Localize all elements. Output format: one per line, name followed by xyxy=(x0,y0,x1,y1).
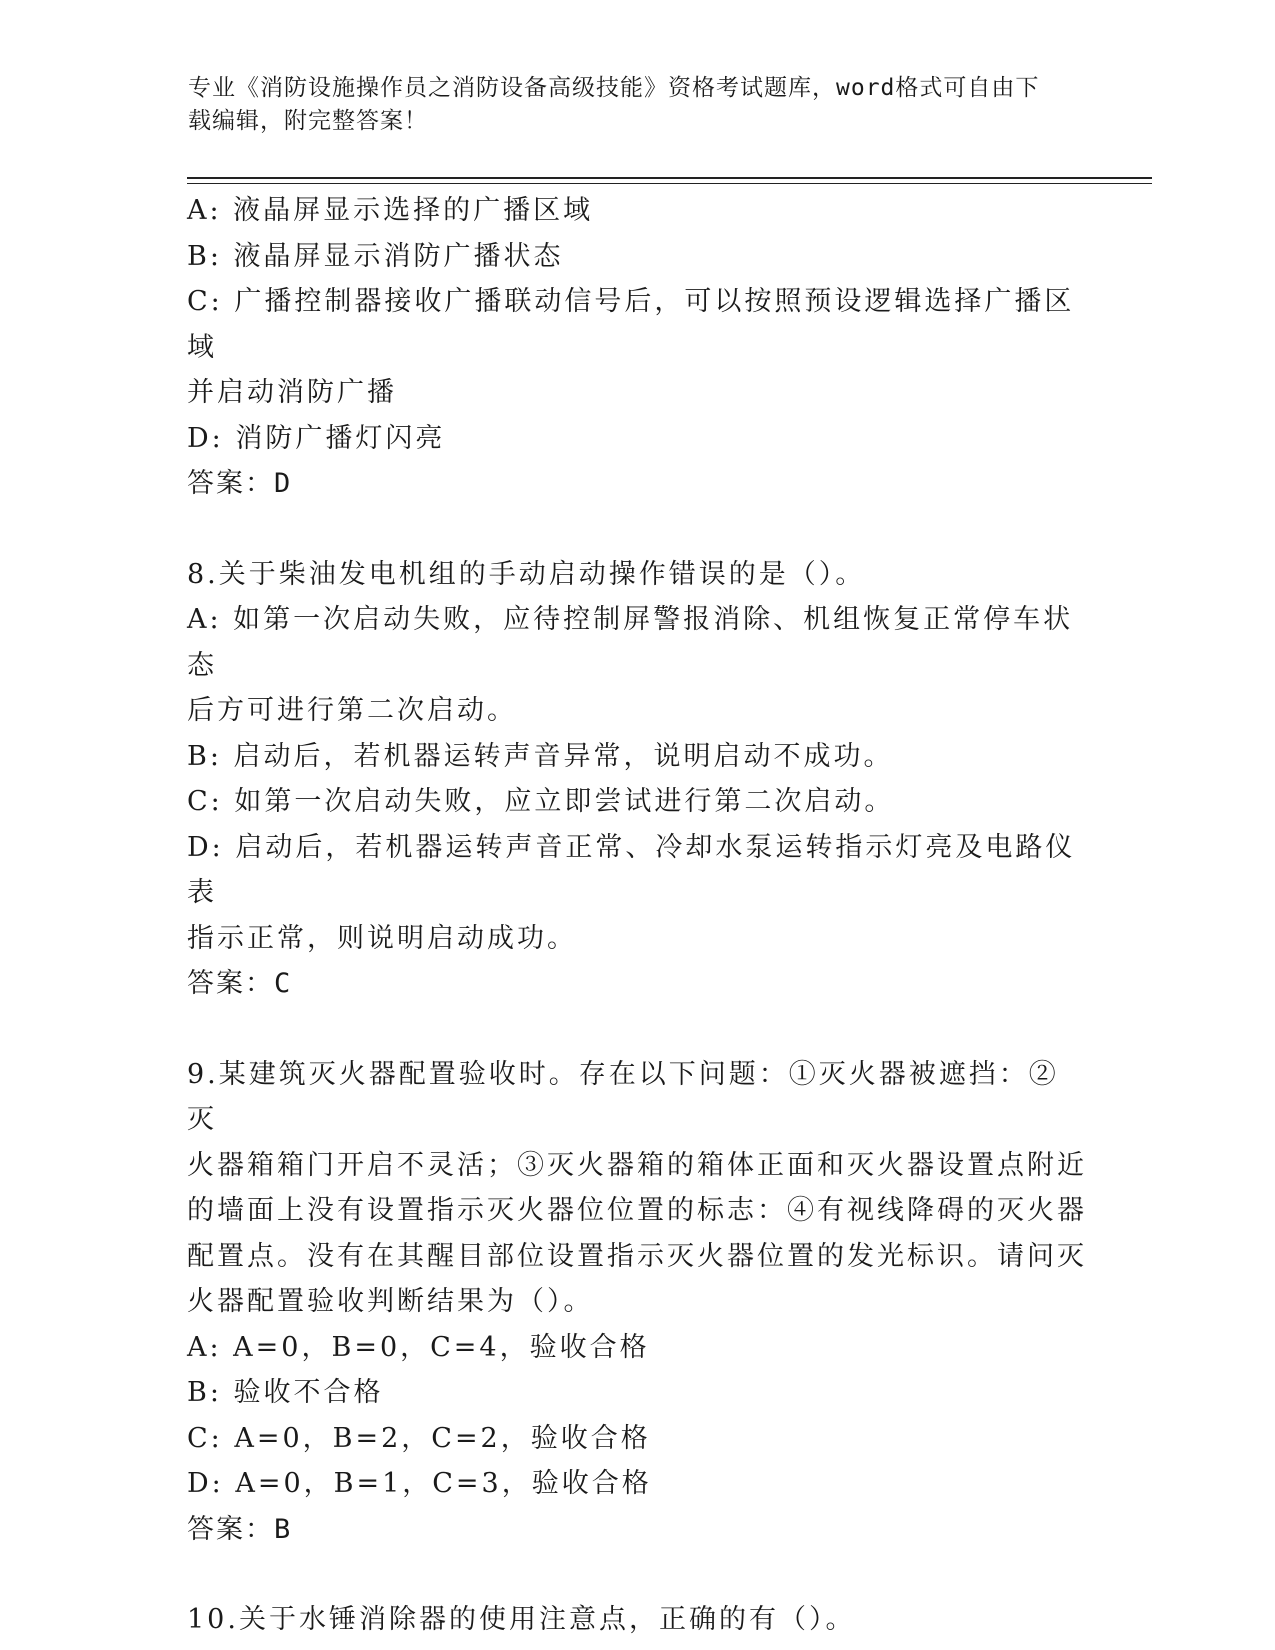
header-divider-thick xyxy=(187,177,1152,179)
question-8-block xyxy=(187,552,1087,1007)
q8-stem: 8.关于柴油发电机组的手动启动操作错误的是（）。 xyxy=(187,558,866,590)
question-10-block xyxy=(187,1597,1087,1643)
q7-option-b: B: 液晶屏显示消防广播状态 xyxy=(187,240,564,272)
q9-option-a: A: A=0，B=0，C=4，验收合格 xyxy=(187,1331,650,1363)
q10-stem: 10.关于水锤消除器的使用注意点，正确的有（）。 xyxy=(187,1604,856,1635)
q9-stem-line-4: 配置点。没有在其醒目部位设置指示灭火器位置的发光标识。请问灭 xyxy=(187,1240,1087,1272)
question-content xyxy=(187,188,1087,1643)
q8-answer: 答案：C xyxy=(187,968,293,999)
q8-option-d: D: 启动后，若机器运转声音正常、冷却水泵运转指示灯亮及电路仪表 xyxy=(187,831,1076,908)
q7-option-d: D: 消防广播灯闪亮 xyxy=(187,422,446,454)
q9-option-b: B: 验收不合格 xyxy=(187,1377,384,1408)
q8-option-c: C: 如第一次启动失败，应立即尝试进行第二次启动。 xyxy=(187,786,895,817)
q9-answer: 答案：B xyxy=(187,1513,293,1545)
q7-option-a: A: 液晶屏显示选择的广播区域 xyxy=(187,195,594,226)
header-divider-thin xyxy=(187,183,1152,184)
q8-option-d-cont: 指示正常，则说明启动成功。 xyxy=(187,922,577,954)
q8-option-a: A: 如第一次启动失败，应待控制屏警报消除、机组恢复正常停车状态 xyxy=(187,604,1074,681)
q9-option-c: C: A=0，B=2，C=2，验收合格 xyxy=(187,1422,651,1454)
document-header xyxy=(188,72,1068,138)
q9-stem-line-5: 火器配置验收判断结果为（）。 xyxy=(187,1286,594,1317)
q7-option-c-cont: 并启动消防广播 xyxy=(187,377,397,408)
q9-stem-line-2: 火器箱箱门开启不灵活；③灭火器箱的箱体正面和灭火器设置点附近 xyxy=(187,1149,1087,1181)
q9-stem-line-1: 9.某建筑灭火器配置验收时。存在以下问题：①灭火器被遮挡：②灭 xyxy=(187,1058,1059,1135)
q9-stem-line-3: 的墙面上没有设置指示灭火器位位置的标志：④有视线降碍的灭火器 xyxy=(187,1195,1087,1226)
q9-option-d: D: A=0，B=1，C=3，验收合格 xyxy=(187,1468,652,1499)
question-7-block xyxy=(187,188,1087,507)
question-9-block xyxy=(187,1052,1087,1553)
q8-option-b: B: 启动后，若机器运转声音异常，说明启动不成功。 xyxy=(187,740,894,772)
q8-option-a-cont: 后方可进行第二次启动。 xyxy=(187,695,517,726)
header-line-1: 专业《消防设施操作员之消防设备高级技能》资格考试题库，word格式可自由下 xyxy=(188,75,1040,101)
q7-option-c: C: 广播控制器接收广播联动信号后，可以按照预设逻辑选择广播区域 xyxy=(187,286,1075,363)
header-line-2: 载编辑，附完整答案！ xyxy=(188,108,428,134)
q7-answer: 答案：D xyxy=(187,468,293,499)
